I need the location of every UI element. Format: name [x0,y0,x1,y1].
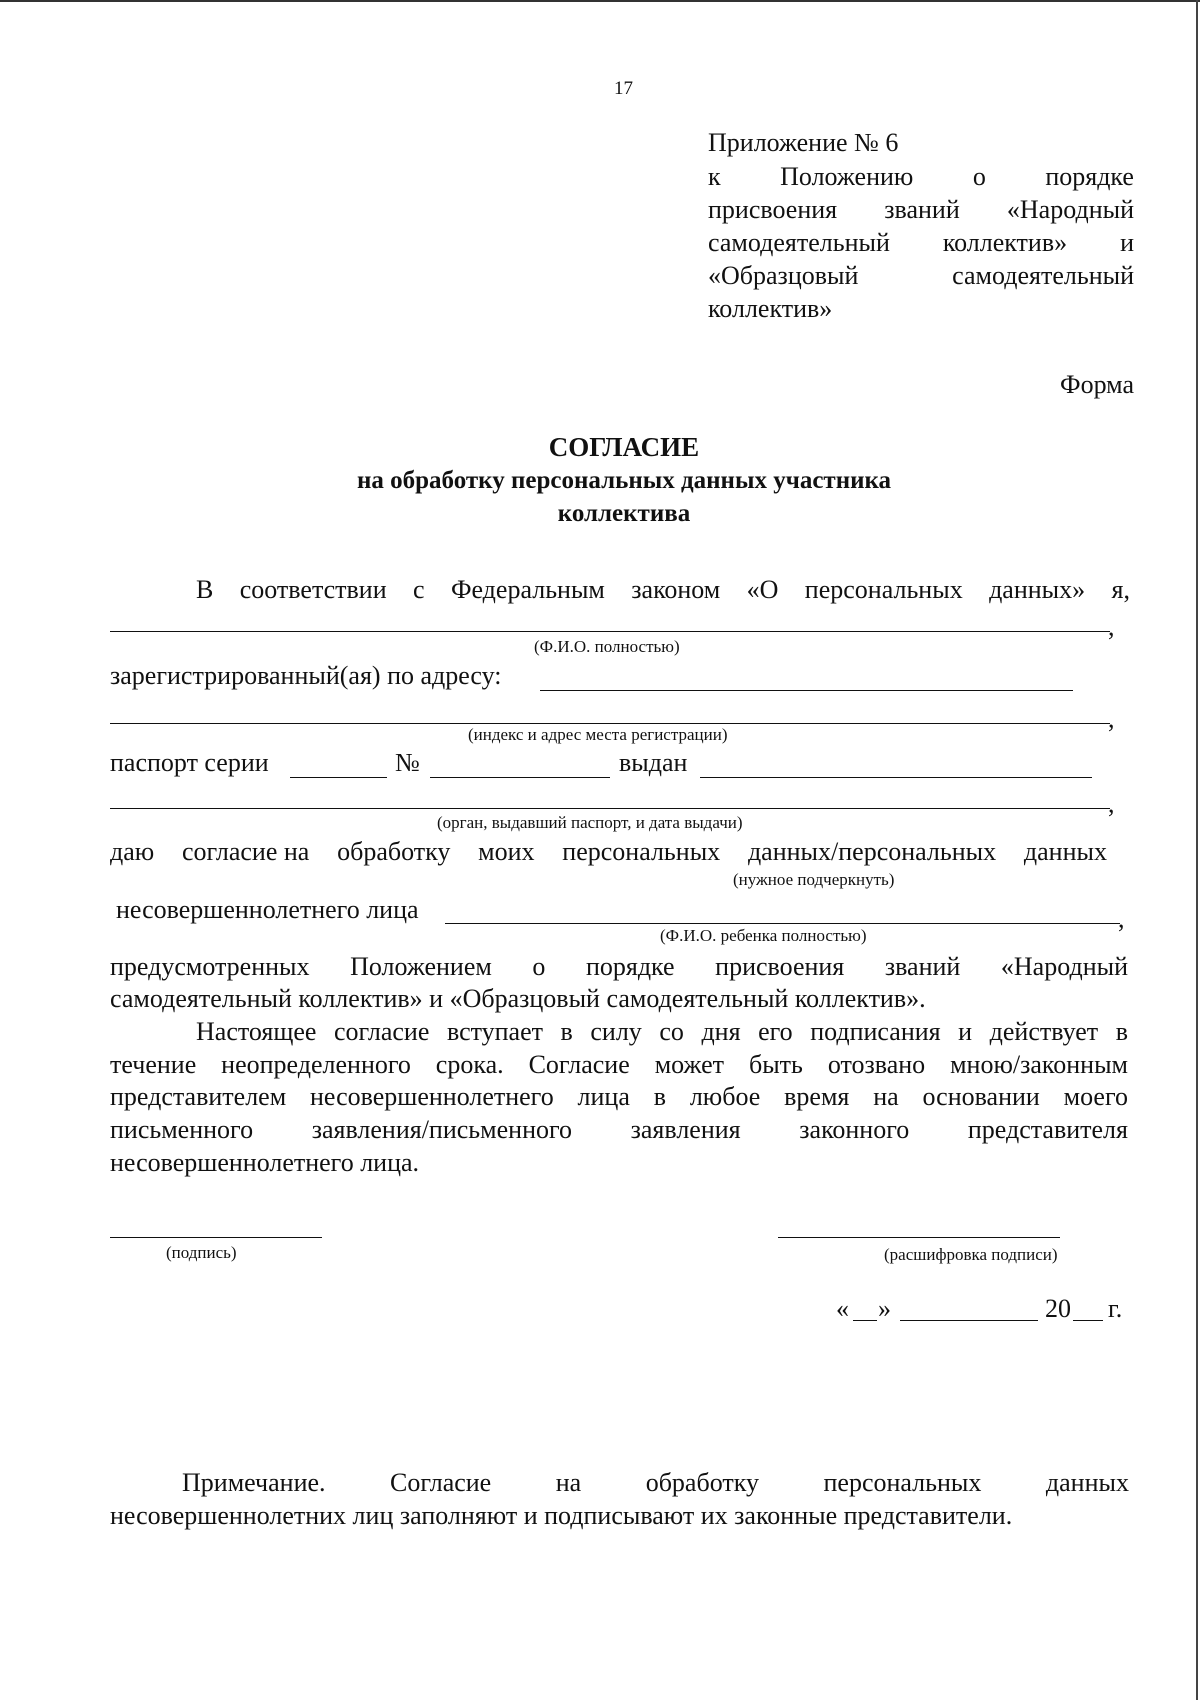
date-close-quote: » [878,1294,891,1323]
note-word: персональных [823,1468,982,1497]
document-subtitle-2: коллектива [557,500,691,527]
transcript-caption: (расшифровка подписи) [884,1245,1058,1264]
appendix-word: самодеятельный [952,261,1134,290]
issuer-caption: (орган, выдавший паспорт, и дата выдачи) [437,813,743,832]
appendix-line-4 [708,259,1134,292]
issuer-comma: , [1108,789,1115,818]
provided-word: званий [884,952,961,981]
validity-line-1: Настоящее согласие вступает в силу со дня его подписания и действует в [196,1017,1128,1046]
validity-line-4 [110,1113,1128,1146]
note-word: Примечание. [182,1468,326,1497]
address-label: зарегистрированный(ая) по адресу: [110,661,502,690]
consent-word: согласие на [181,837,310,866]
appendix-word: порядке [1045,162,1134,191]
appendix-word: присвоения [708,195,838,224]
intro-word: «О [746,575,779,604]
provided-word: порядке [585,952,675,981]
consent-word: данных/персональных [747,837,997,866]
validity-end: несовершеннолетнего лица. [110,1148,420,1177]
fio-comma: , [1108,612,1115,641]
validity-word: письменного [110,1115,254,1144]
note-word: на [555,1468,582,1497]
date-year-prefix: 20 [1045,1294,1071,1323]
signature-blank-line[interactable] [110,1237,322,1238]
appendix-line-2 [708,193,1134,226]
appendix-word: о [972,162,986,191]
intro-word: данных» [989,575,1086,604]
document-subtitle-1: на обработку персональных данных участника [356,467,892,494]
provided-word: Положением [350,952,492,981]
fio-blank-line[interactable] [110,631,1110,632]
consent-word: данных [1023,837,1107,866]
intro-word: соответствии [239,575,387,604]
provided-word: предусмотренных [110,952,310,981]
issued-blank-line[interactable] [700,777,1092,778]
passport-series-blank[interactable] [290,777,387,778]
provided-word: «Народный [1000,952,1128,981]
consent-line [110,835,1107,868]
passport-series-label: паспорт серии [110,748,269,777]
page-number: 17 [614,78,633,99]
note-word: данных [1045,1468,1129,1497]
appendix-word: званий [884,195,960,224]
note-word: обработку [645,1468,759,1497]
child-caption: (Ф.И.О. ребенка полностью) [660,926,867,945]
appendix-word: «Народный [1006,195,1134,224]
passport-number-sign: № [395,748,420,777]
appendix-word: Положению [780,162,914,191]
intro-word: я, [1111,575,1130,604]
validity-line-3: представителем несовершеннолетнего лица в любое время на основании моего [110,1082,1128,1111]
child-fio-comma: , [1118,904,1125,933]
issuer-blank-line[interactable] [110,808,1110,809]
intro-line [196,573,1130,606]
address-blank-line-2[interactable] [110,723,1110,724]
appendix-word: к [708,162,721,191]
validity-word: заявления/письменного [311,1115,572,1144]
form-label: Форма [1060,370,1134,399]
minor-label: несовершеннолетнего лица [116,895,419,924]
validity-word: законного [799,1115,910,1144]
page-top-edge [0,0,1200,2]
validity-line-2: течение неопределенного срока. Согласие может быть отозвано мною/законным [110,1050,1128,1079]
signature-caption: (подпись) [166,1243,237,1262]
consent-word: персональных [562,837,721,866]
address-blank-line[interactable] [540,690,1073,691]
consent-word: моих [478,837,535,866]
address-caption: (индекс и адрес места регистрации) [468,725,728,744]
intro-word: персональных [804,575,963,604]
validity-word: представителя [967,1115,1128,1144]
consent-word: обработку [337,837,451,866]
consent-word: даю [110,837,155,866]
intro-word: законом [631,575,721,604]
appendix-line-3 [708,226,1134,259]
date-day-blank[interactable] [853,1320,877,1321]
note-word: Согласие [390,1468,492,1497]
intro-word: В [196,575,214,604]
date-year-suffix: г. [1108,1294,1123,1323]
child-fio-blank-line[interactable] [445,923,1120,924]
address-comma: , [1108,704,1115,733]
appendix-word: самодеятельный [708,228,890,257]
underline-caption: (нужное подчеркнуть) [733,870,895,889]
date-open-quote: « [836,1294,849,1323]
page-right-edge [1196,0,1198,1700]
provided-line [110,950,1128,983]
appendix-word: и [1120,228,1134,257]
intro-word: Федеральным [450,575,605,604]
fio-caption: (Ф.И.О. полностью) [534,637,680,656]
note-line-2: несовершеннолетних лиц заполняют и подписывают их законные представители. [110,1501,1013,1530]
validity-word: заявления [630,1115,741,1144]
document-title: СОГЛАСИЕ [548,432,700,462]
appendix-line-5: коллектив» [708,294,833,323]
date-month-blank[interactable] [900,1320,1038,1321]
appendix-title: Приложение № 6 [708,128,899,157]
provided-word: о [532,952,546,981]
note-line-1 [182,1466,1129,1499]
appendix-word: коллектив» [942,228,1068,257]
intro-word: с [413,575,425,604]
appendix-line-1 [708,160,1134,193]
provided-word: присвоения [715,952,845,981]
passport-number-blank[interactable] [430,777,610,778]
date-year-blank[interactable] [1073,1320,1103,1321]
transcript-blank-line[interactable] [778,1237,1060,1238]
provided-end: самодеятельный коллектив» и «Образцовый самодеятельный коллектив». [110,984,926,1013]
appendix-word: «Образцовый [708,261,859,290]
issued-label: выдан [619,748,688,777]
